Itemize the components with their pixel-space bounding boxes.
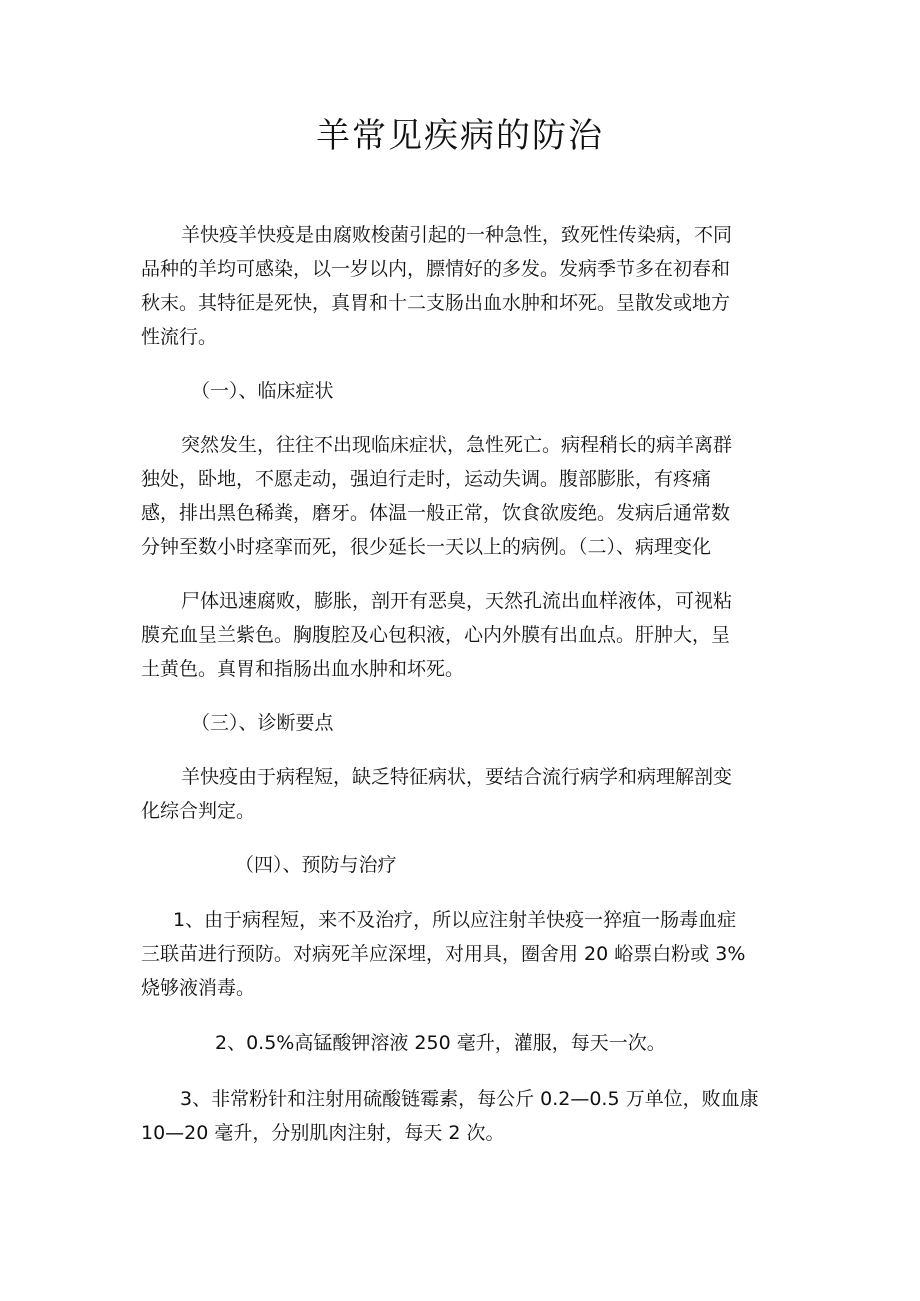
- intro-line-3: 秋末。其特征是死快，真胃和十二支肠出血水肿和坏死。呈散发或地方: [141, 292, 731, 314]
- section2-line-2: 膜充血呈兰紫色。胸腹腔及心包积液，心内外膜有出血点。肝肿大，呈: [141, 624, 731, 646]
- section-heading-prevention-treatment: （四）、预防与治疗: [235, 854, 397, 876]
- treatment-item-3-line-1: 3、非常粉针和注射用硫酸链霉素，每公斤 0.2—0.5 万单位，败血康: [180, 1088, 759, 1110]
- section2-line-3: 土黄色。真胃和指肠出血水肿和坏死。: [141, 658, 465, 680]
- treatment-item-1-line-1: 1、由于病程短，来不及治疗，所以应注射羊快疫一猝疽一肠毒血症: [173, 909, 737, 931]
- section-heading-diagnosis: （三）、诊断要点: [191, 712, 334, 734]
- section1-line-1: 突然发生，往往不出现临床症状，急性死亡。病程稍长的病羊离群: [181, 434, 733, 456]
- treatment-item-3-line-2: 10—20 毫升，分别肌肉注射，每天 2 次。: [141, 1122, 505, 1144]
- section1-line-2: 独处，卧地，不愿走动，强迫行走时，运动失调。腹部膨胀，有疼痛: [141, 468, 712, 490]
- section1-line-3: 感，排出黑色稀粪，磨牙。体温一般正常，饮食欲废绝。发病后通常数: [141, 502, 731, 524]
- treatment-item-1-line-3: 烧够液消毒。: [141, 977, 256, 999]
- section1-line-4: 分钟至数小时痉挛而死，很少延长一天以上的病例。（二）、病理变化: [141, 536, 712, 558]
- section2-line-1: 尸体迅速腐败，膨胀，剖开有恶臭，天然孔流出血样液体，可视粘: [181, 590, 733, 612]
- section3-line-2: 化综合判定。: [141, 800, 256, 822]
- intro-line-2: 品种的羊均可感染，以一岁以内，膘情好的多发。发病季节多在初春和: [141, 258, 731, 280]
- intro-line-4: 性流行。: [141, 326, 218, 348]
- treatment-item-2: 2、0.5%高锰酸钾溶液 250 毫升，灌服，每天一次。: [215, 1032, 666, 1054]
- intro-line-1: 羊快疫羊快疫是由腐败梭菌引起的一种急性，致死性传染病，不同: [181, 224, 733, 246]
- section-heading-clinical-symptoms: （一）、临床症状: [191, 380, 334, 402]
- section3-line-1: 羊快疫由于病程短，缺乏特征病状，要结合流行病学和病理解剖变: [181, 766, 733, 788]
- treatment-item-1-line-2: 三联苗进行预防。对病死羊应深埋，对用具，圈舍用 20 峪票白粉或 3%: [141, 943, 746, 965]
- document-title: 羊常见疾病的防治: [316, 116, 604, 156]
